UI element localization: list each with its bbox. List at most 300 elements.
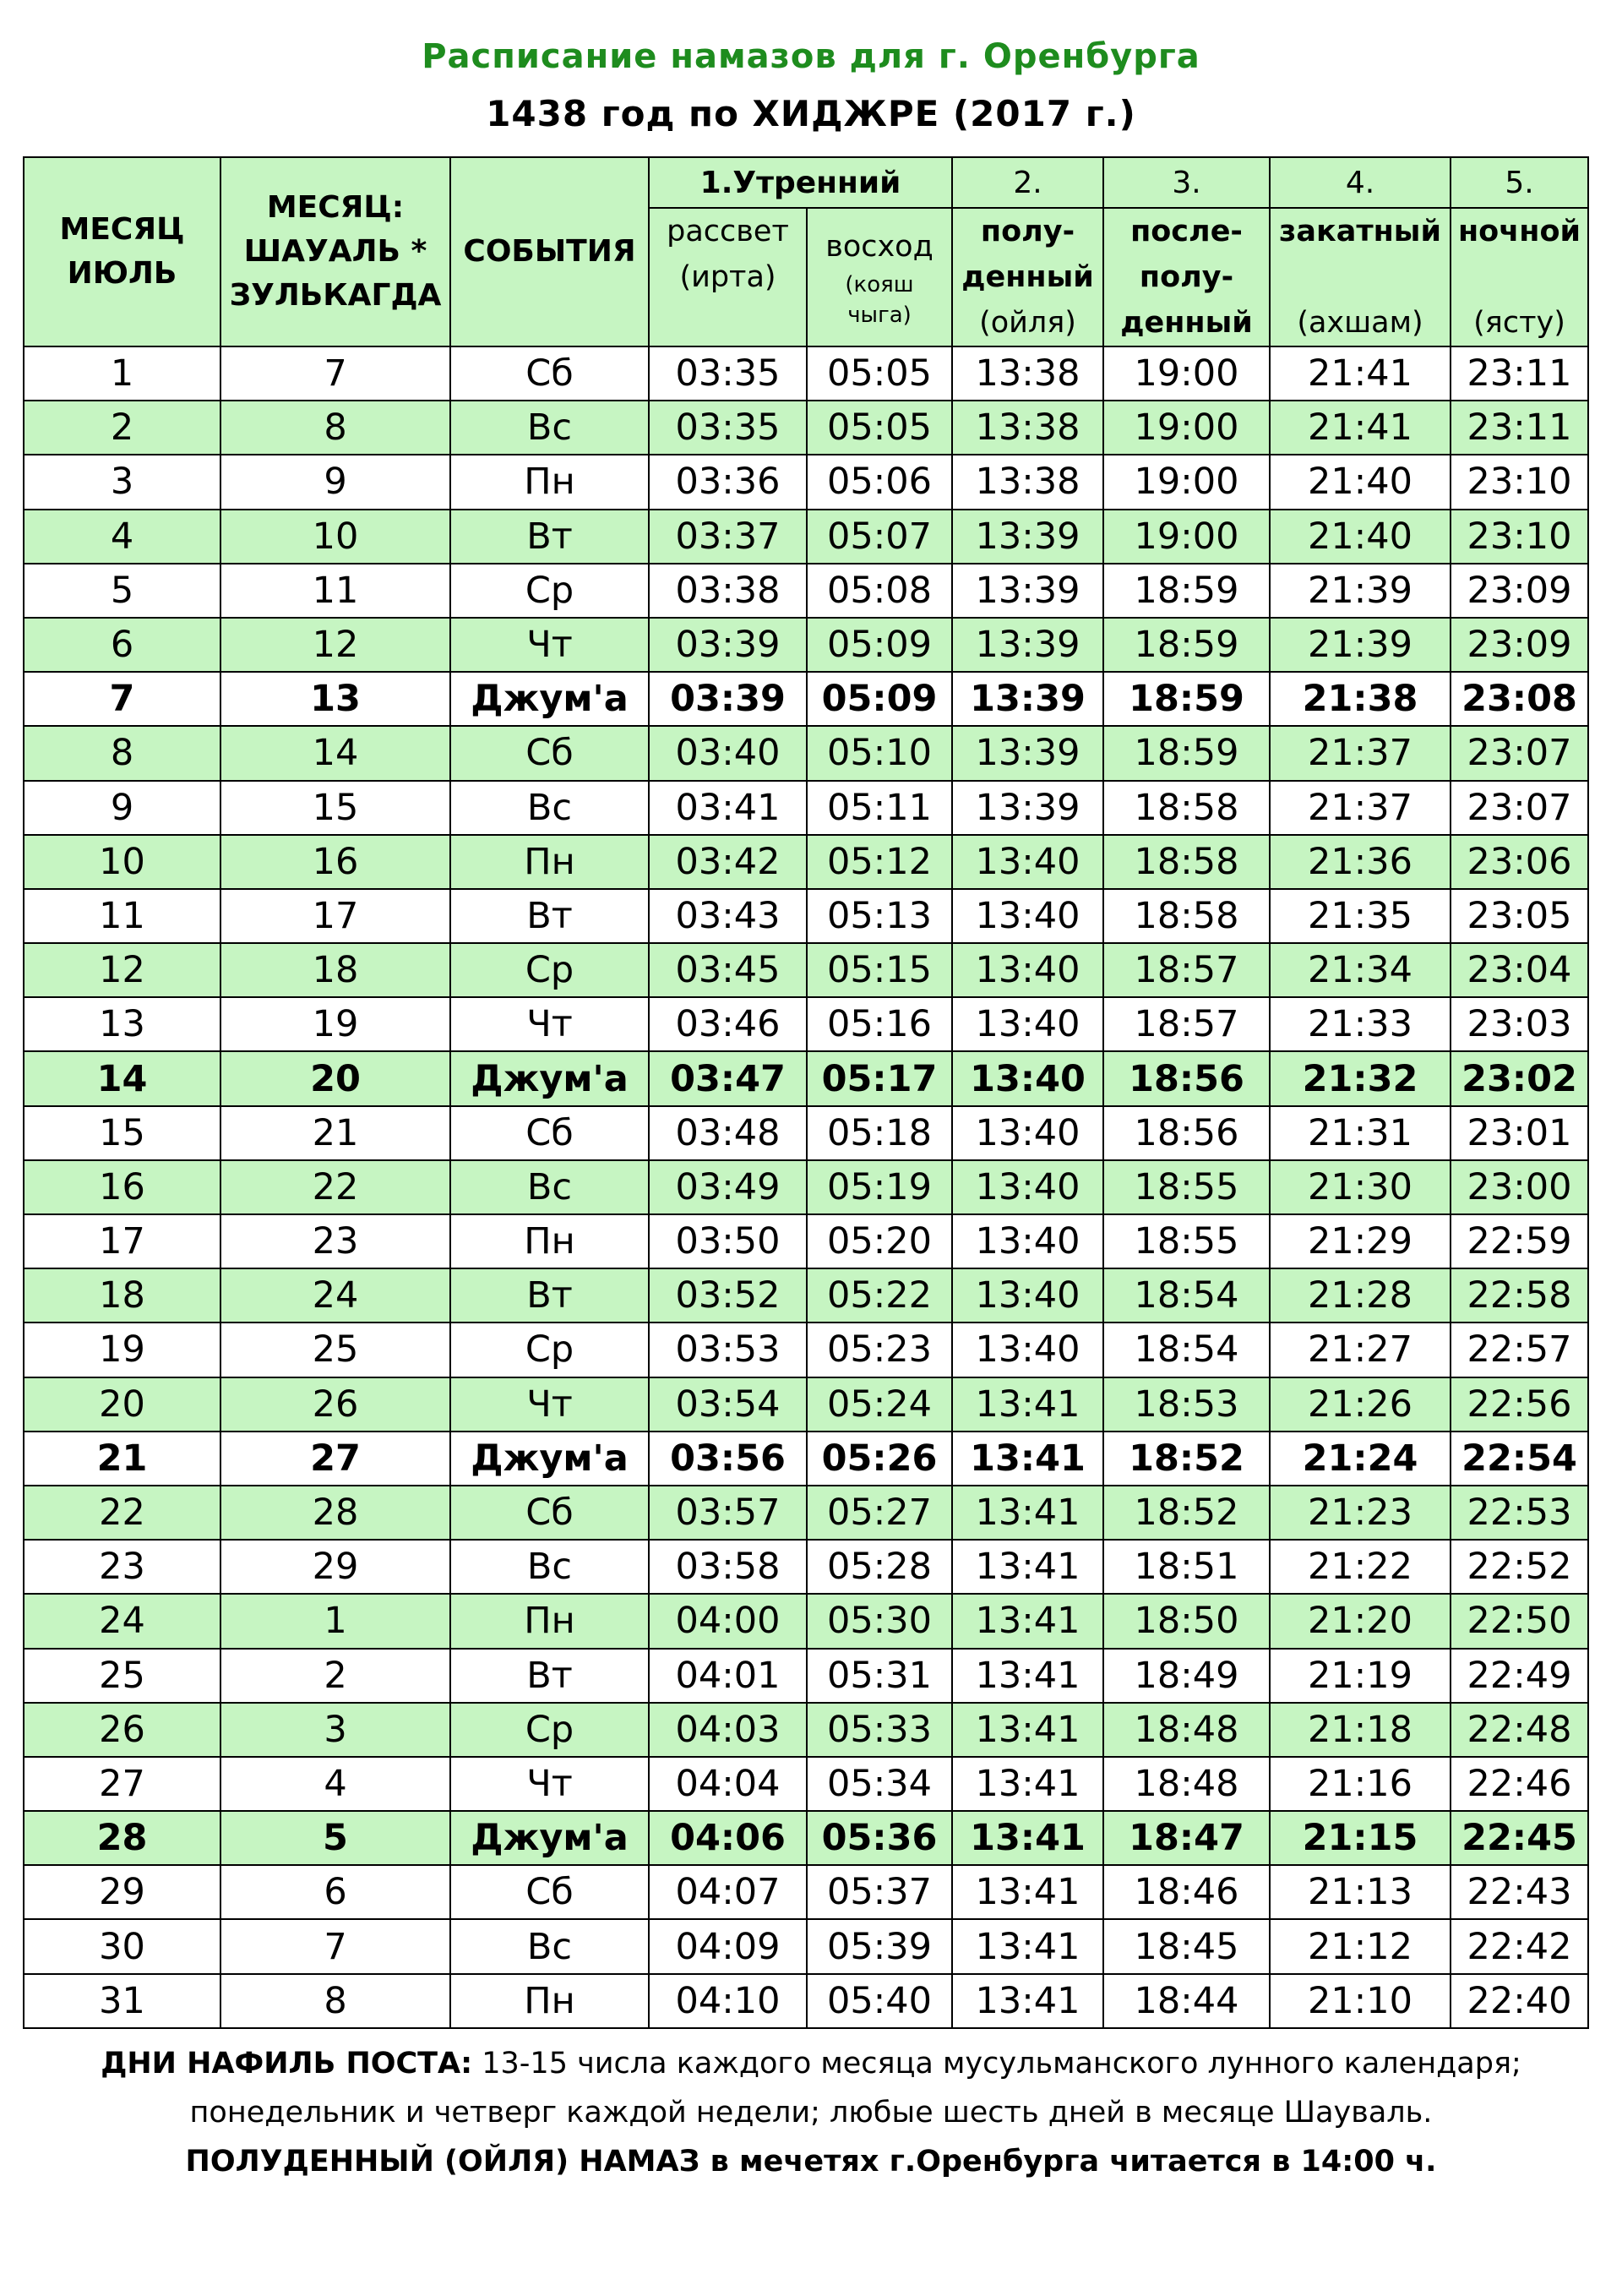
sunrise-time-cell: 05:22: [807, 1268, 952, 1323]
hijri-day-cell: 23: [220, 1214, 450, 1268]
event-cell: Пн: [450, 1594, 649, 1648]
night-time-cell: 22:50: [1451, 1594, 1588, 1648]
sunrise-time-cell: 05:36: [807, 1811, 952, 1865]
dawn-time-cell: 04:06: [649, 1811, 807, 1865]
sunrise-time-cell: 05:05: [807, 401, 952, 455]
afternoon-time-cell: 18:50: [1103, 1594, 1270, 1648]
table-row: [24, 618, 1588, 672]
table-row: [24, 401, 1588, 455]
night-time-cell: 22:52: [1451, 1540, 1588, 1594]
hijri-day-cell: 8: [220, 1974, 450, 2028]
afternoon-time-cell: 18:54: [1103, 1323, 1270, 1377]
day-cell: 20: [24, 1377, 220, 1432]
sunset-time-cell: 21:32: [1270, 1051, 1451, 1105]
day-cell: 31: [24, 1974, 220, 2028]
hijri-day-cell: 6: [220, 1865, 450, 1919]
hijri-day-cell: 17: [220, 889, 450, 943]
header-afternoon-line2: полу-: [1139, 260, 1234, 294]
header-night-line2: (ясту): [1473, 306, 1565, 340]
hijri-day-cell: 21: [220, 1106, 450, 1160]
noon-time-cell: 13:39: [952, 564, 1103, 618]
day-cell: 29: [24, 1865, 220, 1919]
header-num-5: 5.: [1451, 157, 1588, 208]
table-row: [24, 726, 1588, 780]
hijri-day-cell: 15: [220, 781, 450, 835]
table-row: [24, 943, 1588, 997]
night-time-cell: 23:05: [1451, 889, 1588, 943]
hijri-day-cell: 29: [220, 1540, 450, 1594]
night-time-cell: 23:08: [1451, 672, 1588, 726]
sunset-time-cell: 21:20: [1270, 1594, 1451, 1648]
header-afternoon-line1: после-: [1130, 215, 1243, 248]
header-num-3: 3.: [1103, 157, 1270, 208]
table-row: [24, 1594, 1588, 1648]
event-cell: Чт: [450, 1377, 649, 1432]
header-sunrise: [807, 208, 952, 346]
hijri-day-cell: 10: [220, 510, 450, 564]
page-title: Расписание намазов для г. Оренбурга: [422, 37, 1200, 76]
sunset-time-cell: 21:28: [1270, 1268, 1451, 1323]
afternoon-time-cell: 18:54: [1103, 1268, 1270, 1323]
sunset-time-cell: 21:41: [1270, 346, 1451, 401]
afternoon-time-cell: 18:48: [1103, 1757, 1270, 1811]
afternoon-time-cell: 18:59: [1103, 564, 1270, 618]
noon-time-cell: 13:39: [952, 510, 1103, 564]
table-row: [24, 510, 1588, 564]
table-row: [24, 1051, 1588, 1105]
hijri-day-cell: 27: [220, 1432, 450, 1486]
event-cell: Чт: [450, 997, 649, 1051]
event-cell: Сб: [450, 1865, 649, 1919]
event-cell: Ср: [450, 1703, 649, 1757]
day-cell: 7: [24, 672, 220, 726]
afternoon-time-cell: 18:58: [1103, 781, 1270, 835]
day-cell: 5: [24, 564, 220, 618]
day-cell: 17: [24, 1214, 220, 1268]
day-cell: 15: [24, 1106, 220, 1160]
day-cell: 14: [24, 1051, 220, 1105]
afternoon-time-cell: 18:56: [1103, 1051, 1270, 1105]
noon-time-cell: 13:40: [952, 1323, 1103, 1377]
night-time-cell: 23:00: [1451, 1160, 1588, 1214]
hijri-day-cell: 16: [220, 835, 450, 889]
prayer-schedule-table: [23, 156, 1589, 2029]
sunrise-time-cell: 05:05: [807, 346, 952, 401]
afternoon-time-cell: 18:44: [1103, 1974, 1270, 2028]
noon-time-cell: 13:40: [952, 1051, 1103, 1105]
night-time-cell: 23:04: [1451, 943, 1588, 997]
night-time-cell: 22:49: [1451, 1649, 1588, 1703]
night-time-cell: 23:11: [1451, 401, 1588, 455]
day-cell: 6: [24, 618, 220, 672]
table-row: [24, 672, 1588, 726]
table-row: [24, 1106, 1588, 1160]
day-cell: 19: [24, 1323, 220, 1377]
sunset-time-cell: 21:37: [1270, 781, 1451, 835]
dawn-time-cell: 03:56: [649, 1432, 807, 1486]
dawn-time-cell: 03:45: [649, 943, 807, 997]
dawn-time-cell: 03:37: [649, 510, 807, 564]
noon-time-cell: 13:41: [952, 1811, 1103, 1865]
afternoon-time-cell: 18:59: [1103, 672, 1270, 726]
table-row: [24, 455, 1588, 509]
header-hijri-month: [220, 157, 450, 346]
hijri-day-cell: 12: [220, 618, 450, 672]
sunrise-time-cell: 05:09: [807, 672, 952, 726]
noon-time-cell: 13:41: [952, 1594, 1103, 1648]
night-time-cell: 23:06: [1451, 835, 1588, 889]
noon-time-cell: 13:41: [952, 1432, 1103, 1486]
dawn-time-cell: 03:52: [649, 1268, 807, 1323]
day-cell: 4: [24, 510, 220, 564]
night-time-cell: 23:01: [1451, 1106, 1588, 1160]
event-cell: Джум'а: [450, 672, 649, 726]
header-afternoon: [1103, 208, 1270, 346]
day-cell: 11: [24, 889, 220, 943]
day-cell: 26: [24, 1703, 220, 1757]
event-cell: Пн: [450, 455, 649, 509]
event-cell: Вс: [450, 781, 649, 835]
afternoon-time-cell: 18:47: [1103, 1811, 1270, 1865]
header-month-line1: МЕСЯЦ: [59, 212, 185, 247]
hijri-day-cell: 22: [220, 1160, 450, 1214]
night-time-cell: 22:59: [1451, 1214, 1588, 1268]
dawn-time-cell: 04:07: [649, 1865, 807, 1919]
header-month: [24, 157, 220, 346]
sunrise-time-cell: 05:27: [807, 1486, 952, 1540]
noon-time-cell: 13:39: [952, 672, 1103, 726]
dawn-time-cell: 03:54: [649, 1377, 807, 1432]
sunrise-time-cell: 05:28: [807, 1540, 952, 1594]
footer-fasting-text: 13-15 числа каждого месяца мусульманского лунного календаря;: [472, 2047, 1521, 2081]
day-cell: 30: [24, 1919, 220, 1973]
sunrise-time-cell: 05:13: [807, 889, 952, 943]
noon-time-cell: 13:38: [952, 346, 1103, 401]
hijri-day-cell: 11: [220, 564, 450, 618]
sunset-time-cell: 21:36: [1270, 835, 1451, 889]
sunrise-time-cell: 05:40: [807, 1974, 952, 2028]
day-cell: 12: [24, 943, 220, 997]
day-cell: 3: [24, 455, 220, 509]
night-time-cell: 22:57: [1451, 1323, 1588, 1377]
sunrise-time-cell: 05:18: [807, 1106, 952, 1160]
sunset-time-cell: 21:23: [1270, 1486, 1451, 1540]
dawn-time-cell: 03:46: [649, 997, 807, 1051]
header-hijri-line3: ЗУЛЬКАГДА: [229, 278, 442, 313]
sunset-time-cell: 21:34: [1270, 943, 1451, 997]
table-row: [24, 1486, 1588, 1540]
sunrise-time-cell: 05:09: [807, 618, 952, 672]
table-row: [24, 564, 1588, 618]
header-sunrise-line3: чыга): [847, 303, 912, 328]
dawn-time-cell: 04:01: [649, 1649, 807, 1703]
day-cell: 9: [24, 781, 220, 835]
noon-time-cell: 13:41: [952, 1540, 1103, 1594]
event-cell: Вс: [450, 1540, 649, 1594]
night-time-cell: 23:10: [1451, 510, 1588, 564]
sunset-time-cell: 21:16: [1270, 1757, 1451, 1811]
night-time-cell: 23:09: [1451, 618, 1588, 672]
header-hijri-line2: ШАУАЛЬ *: [243, 234, 427, 269]
event-cell: Джум'а: [450, 1432, 649, 1486]
header-noon-line2: денный: [961, 260, 1094, 294]
sunset-time-cell: 21:40: [1270, 455, 1451, 509]
afternoon-time-cell: 18:52: [1103, 1432, 1270, 1486]
night-time-cell: 22:45: [1451, 1811, 1588, 1865]
sunrise-time-cell: 05:11: [807, 781, 952, 835]
event-cell: Чт: [450, 1757, 649, 1811]
hijri-day-cell: 1: [220, 1594, 450, 1648]
afternoon-time-cell: 18:58: [1103, 835, 1270, 889]
dawn-time-cell: 03:36: [649, 455, 807, 509]
hijri-day-cell: 14: [220, 726, 450, 780]
hijri-day-cell: 5: [220, 1811, 450, 1865]
day-cell: 8: [24, 726, 220, 780]
afternoon-time-cell: 18:51: [1103, 1540, 1270, 1594]
footer-line-3: ПОЛУДЕННЫЙ (ОЙЛЯ) НАМАЗ в мечетях г.Оренбурга читается в 14:00 ч.: [185, 2145, 1437, 2179]
afternoon-time-cell: 19:00: [1103, 510, 1270, 564]
dawn-time-cell: 03:53: [649, 1323, 807, 1377]
event-cell: Ср: [450, 1323, 649, 1377]
dawn-time-cell: 03:43: [649, 889, 807, 943]
sunrise-time-cell: 05:24: [807, 1377, 952, 1432]
noon-time-cell: 13:39: [952, 781, 1103, 835]
header-noon: [952, 208, 1103, 346]
sunset-time-cell: 21:27: [1270, 1323, 1451, 1377]
table-row: [24, 1323, 1588, 1377]
dawn-time-cell: 04:09: [649, 1919, 807, 1973]
event-cell: Вс: [450, 1919, 649, 1973]
afternoon-time-cell: 18:48: [1103, 1703, 1270, 1757]
table-row: [24, 1649, 1588, 1703]
sunrise-time-cell: 05:17: [807, 1051, 952, 1105]
dawn-time-cell: 03:58: [649, 1540, 807, 1594]
header-num-4: 4.: [1270, 157, 1451, 208]
hijri-day-cell: 25: [220, 1323, 450, 1377]
day-cell: 18: [24, 1268, 220, 1323]
dawn-time-cell: 04:00: [649, 1594, 807, 1648]
sunrise-time-cell: 05:07: [807, 510, 952, 564]
noon-time-cell: 13:40: [952, 835, 1103, 889]
afternoon-time-cell: 18:46: [1103, 1865, 1270, 1919]
hijri-day-cell: 28: [220, 1486, 450, 1540]
sunrise-time-cell: 05:06: [807, 455, 952, 509]
noon-time-cell: 13:41: [952, 1377, 1103, 1432]
afternoon-time-cell: 18:56: [1103, 1106, 1270, 1160]
dawn-time-cell: 03:39: [649, 618, 807, 672]
sunset-time-cell: 21:24: [1270, 1432, 1451, 1486]
event-cell: Сб: [450, 346, 649, 401]
day-cell: 2: [24, 401, 220, 455]
event-cell: Вт: [450, 510, 649, 564]
sunrise-time-cell: 05:34: [807, 1757, 952, 1811]
day-cell: 1: [24, 346, 220, 401]
sunrise-time-cell: 05:15: [807, 943, 952, 997]
hijri-day-cell: 13: [220, 672, 450, 726]
afternoon-time-cell: 18:55: [1103, 1214, 1270, 1268]
sunset-time-cell: 21:39: [1270, 618, 1451, 672]
sunset-time-cell: 21:31: [1270, 1106, 1451, 1160]
event-cell: Джум'а: [450, 1051, 649, 1105]
header-noon-line3: (ойля): [979, 306, 1076, 340]
table-row: [24, 889, 1588, 943]
table-row: [24, 1919, 1588, 1973]
sunrise-time-cell: 05:39: [807, 1919, 952, 1973]
day-cell: 10: [24, 835, 220, 889]
sunset-time-cell: 21:18: [1270, 1703, 1451, 1757]
afternoon-time-cell: 18:52: [1103, 1486, 1270, 1540]
noon-time-cell: 13:40: [952, 889, 1103, 943]
header-month-line2: ИЮЛЬ: [67, 256, 177, 291]
dawn-time-cell: 03:48: [649, 1106, 807, 1160]
footer-line-1: [0, 2039, 1622, 2088]
dawn-time-cell: 03:47: [649, 1051, 807, 1105]
night-time-cell: 23:10: [1451, 455, 1588, 509]
hijri-day-cell: 7: [220, 346, 450, 401]
sunset-time-cell: 21:26: [1270, 1377, 1451, 1432]
day-cell: 25: [24, 1649, 220, 1703]
dawn-time-cell: 03:49: [649, 1160, 807, 1214]
table-row: [24, 1811, 1588, 1865]
night-time-cell: 22:54: [1451, 1432, 1588, 1486]
night-time-cell: 23:07: [1451, 726, 1588, 780]
table-row: [24, 835, 1588, 889]
table-row: [24, 1703, 1588, 1757]
dawn-time-cell: 03:40: [649, 726, 807, 780]
noon-time-cell: 13:41: [952, 1919, 1103, 1973]
header-events: СОБЫТИЯ: [450, 157, 649, 346]
event-cell: Чт: [450, 618, 649, 672]
table-row: [24, 1268, 1588, 1323]
header-night-line1: ночной: [1458, 215, 1581, 248]
day-cell: 16: [24, 1160, 220, 1214]
dawn-time-cell: 03:42: [649, 835, 807, 889]
dawn-time-cell: 03:35: [649, 346, 807, 401]
hijri-day-cell: 26: [220, 1377, 450, 1432]
dawn-time-cell: 03:50: [649, 1214, 807, 1268]
schedule-body: [24, 346, 1588, 2028]
afternoon-time-cell: 19:00: [1103, 346, 1270, 401]
sunset-time-cell: 21:12: [1270, 1919, 1451, 1973]
night-time-cell: 22:43: [1451, 1865, 1588, 1919]
header-dawn-line2: (ирта): [679, 260, 776, 294]
night-time-cell: 22:48: [1451, 1703, 1588, 1757]
header-hijri-line1: МЕСЯЦ:: [266, 190, 405, 225]
table-row: [24, 1865, 1588, 1919]
noon-time-cell: 13:41: [952, 1703, 1103, 1757]
day-cell: 22: [24, 1486, 220, 1540]
afternoon-time-cell: 18:59: [1103, 618, 1270, 672]
header-dawn: [649, 208, 807, 346]
sunset-time-cell: 21:33: [1270, 997, 1451, 1051]
sunrise-time-cell: 05:20: [807, 1214, 952, 1268]
day-cell: 27: [24, 1757, 220, 1811]
event-cell: Пн: [450, 835, 649, 889]
event-cell: Сб: [450, 1486, 649, 1540]
night-time-cell: 22:42: [1451, 1919, 1588, 1973]
day-cell: 24: [24, 1594, 220, 1648]
page-subtitle: 1438 год по ХИДЖРЕ (2017 г.): [486, 93, 1136, 134]
dawn-time-cell: 04:04: [649, 1757, 807, 1811]
event-cell: Сб: [450, 726, 649, 780]
sunrise-time-cell: 05:26: [807, 1432, 952, 1486]
night-time-cell: 22:40: [1451, 1974, 1588, 2028]
table-row: [24, 1160, 1588, 1214]
night-time-cell: 22:58: [1451, 1268, 1588, 1323]
event-cell: Пн: [450, 1974, 649, 2028]
night-time-cell: 22:53: [1451, 1486, 1588, 1540]
event-cell: Ср: [450, 943, 649, 997]
afternoon-time-cell: 18:57: [1103, 943, 1270, 997]
hijri-day-cell: 24: [220, 1268, 450, 1323]
noon-time-cell: 13:39: [952, 726, 1103, 780]
dawn-time-cell: 03:35: [649, 401, 807, 455]
event-cell: Вс: [450, 401, 649, 455]
header-group-morning: 1.Утренний: [649, 157, 952, 208]
sunrise-time-cell: 05:08: [807, 564, 952, 618]
afternoon-time-cell: 18:53: [1103, 1377, 1270, 1432]
table-row: [24, 1974, 1588, 2028]
hijri-day-cell: 3: [220, 1703, 450, 1757]
table-row: [24, 1757, 1588, 1811]
sunrise-time-cell: 05:30: [807, 1594, 952, 1648]
noon-time-cell: 13:40: [952, 1106, 1103, 1160]
sunset-time-cell: 21:19: [1270, 1649, 1451, 1703]
sunrise-time-cell: 05:31: [807, 1649, 952, 1703]
hijri-day-cell: 4: [220, 1757, 450, 1811]
header-num-2: 2.: [952, 157, 1103, 208]
night-time-cell: 23:03: [1451, 997, 1588, 1051]
night-time-cell: 23:02: [1451, 1051, 1588, 1105]
noon-time-cell: 13:41: [952, 1649, 1103, 1703]
noon-time-cell: 13:41: [952, 1757, 1103, 1811]
sunset-time-cell: 21:40: [1270, 510, 1451, 564]
header-noon-line1: полу-: [980, 215, 1075, 248]
night-time-cell: 22:46: [1451, 1757, 1588, 1811]
table-row: [24, 781, 1588, 835]
day-cell: 21: [24, 1432, 220, 1486]
footer-notes: [0, 2039, 1622, 2186]
footer-fasting-label: ДНИ НАФИЛЬ ПОСТА:: [101, 2047, 473, 2081]
dawn-time-cell: 03:38: [649, 564, 807, 618]
table-row: [24, 997, 1588, 1051]
sunset-time-cell: 21:35: [1270, 889, 1451, 943]
noon-time-cell: 13:41: [952, 1486, 1103, 1540]
sunrise-time-cell: 05:16: [807, 997, 952, 1051]
dawn-time-cell: 04:03: [649, 1703, 807, 1757]
table-row: [24, 346, 1588, 401]
sunset-time-cell: 21:13: [1270, 1865, 1451, 1919]
event-cell: Пн: [450, 1214, 649, 1268]
table-row: [24, 1432, 1588, 1486]
header-sunset-line2: (ахшам): [1297, 306, 1423, 340]
afternoon-time-cell: 18:58: [1103, 889, 1270, 943]
dawn-time-cell: 03:41: [649, 781, 807, 835]
noon-time-cell: 13:40: [952, 943, 1103, 997]
sunset-time-cell: 21:38: [1270, 672, 1451, 726]
event-cell: Вс: [450, 1160, 649, 1214]
sunrise-time-cell: 05:23: [807, 1323, 952, 1377]
sunset-time-cell: 21:10: [1270, 1974, 1451, 2028]
event-cell: Вт: [450, 889, 649, 943]
noon-time-cell: 13:40: [952, 1268, 1103, 1323]
event-cell: Ср: [450, 564, 649, 618]
header-sunrise-line2: (кояш: [845, 272, 914, 297]
hijri-day-cell: 18: [220, 943, 450, 997]
noon-time-cell: 13:40: [952, 1214, 1103, 1268]
afternoon-time-cell: 19:00: [1103, 401, 1270, 455]
header-sunset-line1: закатный: [1279, 215, 1441, 248]
